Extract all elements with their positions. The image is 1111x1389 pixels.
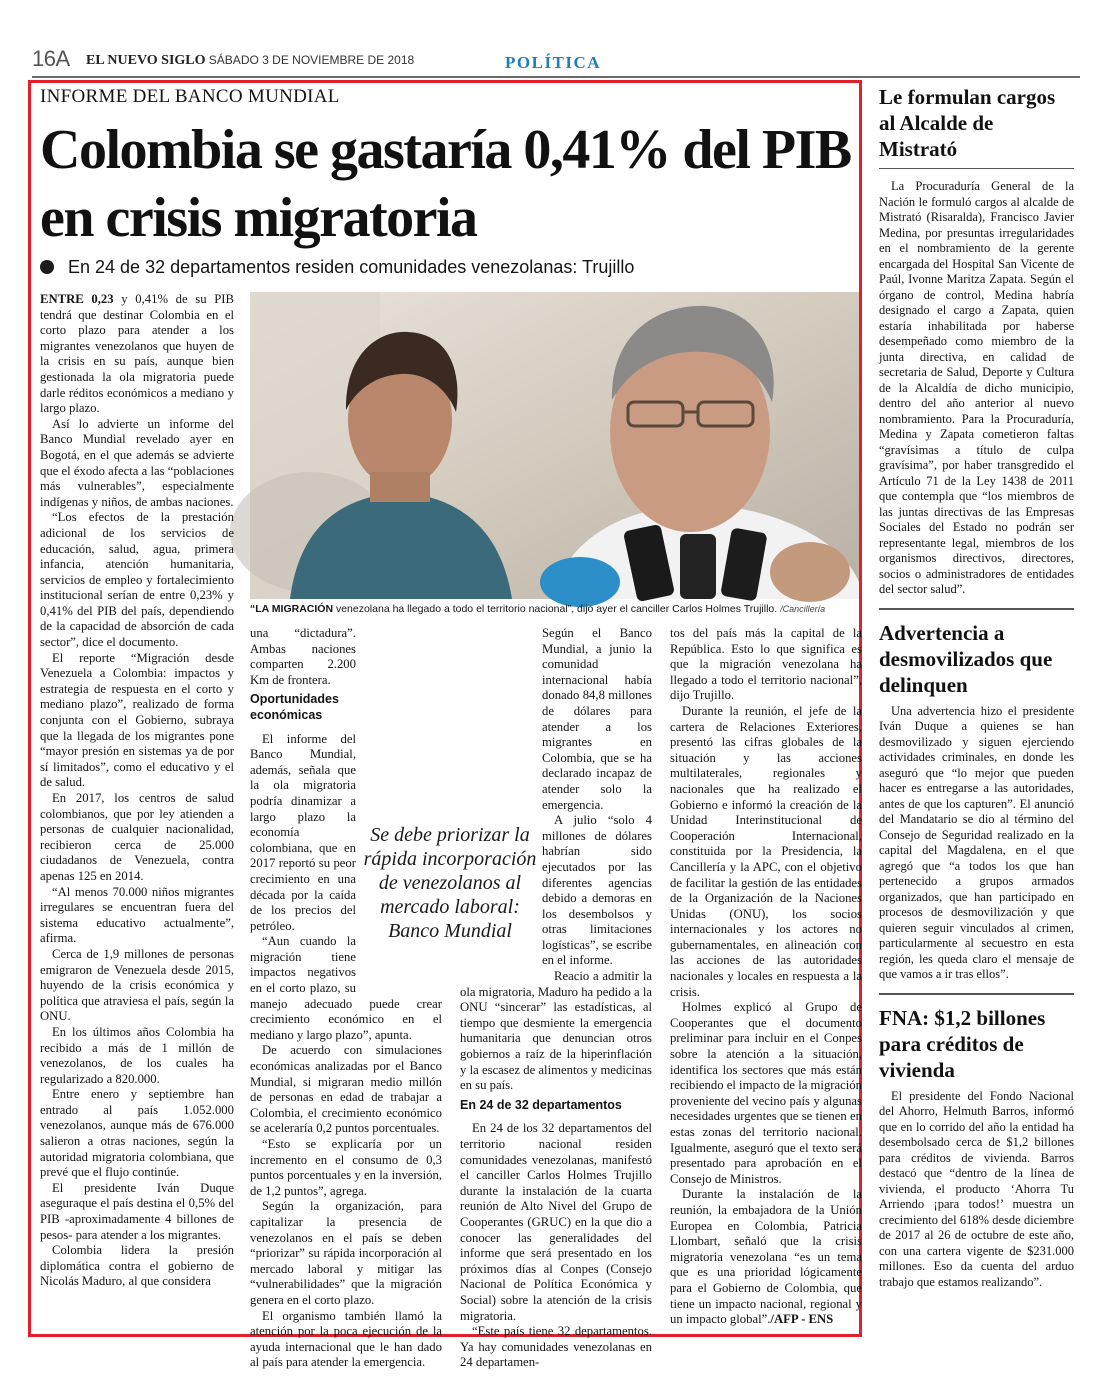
- brief-body: La Procuraduría General de la Nación le formuló cargos al alcalde de Mistrató (Risaralda), Francisco Javier Medina, por presuntas irregularidades en el nombramiento de la gerente encargada del Hospital San Vicente de Paúl, Ivonne Maritza Zapata. Según el órgano de control, Medina habría designado el cargo a Zapata, quien estaría inhabilitada por haberse desempeñado como miembro de la junta directiva, en calidad de secretaria de Salud, Deporte y Cultura de la Alcaldía de dicho municipio, dentro del año anterior al nuevo nombramiento. Para la Procuraduría, Medina y Zapata cometieron faltas “gravísimas a título de culpa gravísima”, por haber transgredido el Artículo 71 de la Ley 1438 de 2011 que contempla que “los miembros de las juntas directivas de las Empresas Sociales del Estado no podrán ser representante legal, miembros de los organismos directivos, directores, socios o administradores de entidades del sector salud”.: [879, 179, 1074, 596]
- pull-quote: Se debe priorizar la rápida incorporación de venezolanos al mercado laboral: Banco Mundial: [362, 823, 538, 971]
- paragraph: “Aun cuando la migración tiene impactos negativos en el corto plazo, su manejo adecuado puede crear crecimiento económico en el mediano y largo plazo”, apunta.: [250, 934, 442, 1042]
- issue-date: SÁBADO 3 DE NOVIEMBRE DE 2018: [208, 53, 415, 67]
- lead-in: ENTRE 0,23: [40, 292, 114, 306]
- paragraph: Según el Banco Mundial, a junio la comunidad internacional había donado 84,8 millones de dólares para atender a los migrantes en Colombia, que se ha declarado incapaz de atender solo la emergencia.: [542, 626, 652, 812]
- caption-lead: “LA MIGRACIÓN: [250, 603, 334, 615]
- paragraph: El informe del Banco Mundial, además, señala que la ola migratoria podría dinamizar a largo plazo la economía colombiana, que en 2017 reportó su peor crecimiento en una década por la caída de los precios del petróleo.: [250, 731, 356, 933]
- paragraph: una “dictadura”. Ambas naciones comparten 2.200 Km de frontera.: [250, 626, 356, 687]
- paragraph: “Al menos 70.000 niños migrantes irregulares se encuentran fuera del sistema educativo actualmente”, afirma.: [40, 884, 234, 946]
- paragraph: Reacio a admitir la ola migratoria, Maduro ha pedido a la ONU “sincerar” las estadísticas, al tiempo que desmiente la emergencia humanitaria que denuncian otros gobiernos a raíz de la hiperinflación y la escasez de alimentos y medicinas en su país.: [460, 969, 653, 1093]
- brief-item: [879, 84, 1074, 598]
- paragraph: En los últimos años Colombia ha recibido a más de 1 millón de venezolanos, de los cuales ha regularizado a 820.000.: [40, 1024, 234, 1086]
- bullet-icon: [40, 260, 54, 274]
- paragraph: Cerca de 1,9 millones de personas emigraron de Venezuela desde 2015, huyendo de la crisis económica y política que atraviesa el país, según la ONU.: [40, 946, 234, 1024]
- paragraph: A julio “solo 4 millones de dólares habrían sido ejecutados por las diferentes agencias debido a demoras en los desembolsos y otras limitaciones logísticas”, se escribe en el informe.: [542, 813, 652, 968]
- section-name: POLÍTICA: [505, 53, 602, 72]
- paragraph: Así lo advierte un informe del Banco Mundial revelado ayer en Bogotá, en el que además se advierte que el éxodo afecta a las “poblaciones más vulnerables”, especialmente indígenas y niños, de ambas naciones.: [40, 416, 234, 509]
- paragraph: El organismo también llamó la atención por la poca ejecución de la ayuda internacional que le han dado al país para atender la emergencia.: [250, 1308, 442, 1370]
- article-column-4: [670, 626, 862, 1332]
- paragraph: Entre enero y septiembre han entrado al país 1.052.000 venezolanos, aunque más de 676.000 salieron a otras naciones, según la autoridad migratoria colombiana, que prevé que el flujo continúe.: [40, 1087, 234, 1180]
- paragraph: De acuerdo con simulaciones económicas analizadas por el Banco Mundial, si migraran medio millón de personas en edad de trabajar a Colombia, el crecimiento económico se aceleraría 0,2 puntos porcentuales.: [250, 1043, 442, 1136]
- photo-caption: [250, 603, 862, 615]
- paragraph: Durante la reunión, el jefe de la cartera de Relaciones Exteriores, presentó las cifras globales de la situación y las acciones multilaterales, regionales y nacionales que ha realizado el Gobierno e informó la creación de la Unidad Interinstitucional de Cooperación Internacional, constituida por la Presidencia, la Cancillería y la APC, con el objetivo de facilitar la gestión de las entidades de la Organización de la Naciones Unidas (ONU), los socios internacionales y los actores no gubernamentales, en alineación con las acciones de las autoridades nacionales y locales en respuesta a la crisis.: [670, 703, 862, 999]
- story-headline: Colombia se gastaría 0,41% del PIB en crisis migratoria: [40, 119, 851, 249]
- story-photo: [250, 292, 859, 599]
- brief-title: FNA: $1,2 billones para créditos de vivienda: [879, 1005, 1046, 1082]
- paragraph: “Este país tiene 32 departamentos. Ya hay comunidades venezolanas en 24 departamen-: [460, 1324, 652, 1370]
- article-column-3: [460, 626, 653, 1370]
- caption-text: venezolana ha llegado a todo el territorio nacional”, dijo ayer el canciller Carlos Holmes Trujillo.: [333, 603, 778, 615]
- signoff: /AFP - ENS: [770, 1312, 834, 1327]
- brief-title: Advertencia a desmovilizados que delinquen: [879, 620, 1053, 697]
- article-column-2: [250, 626, 442, 1370]
- brief-body: El presidente del Fondo Nacional del Ahorro, Helmuth Barros, informó que en lo corrido del año la entidad ha desembolsado cerca de $1,2 billones para créditos de vivienda. Barros destacó que “dentro de la línea de vivienda, el producto ‘Ahorra Tu Arriendo ¡para todos!’ muestra un crecimiento del 618% desde diciembre de 2017 al 26 de octubre de este año, con una cartera vigente de $231.000 millones. Eso da cuenta del arduo trabajo que estamos realizando”.: [879, 1088, 1074, 1289]
- divider: [879, 993, 1074, 995]
- paragraph: tos del país más la capital de la República. Esto lo que significa es que la migración venezolana ha llegado a todo el territorio nacional”, dijo Trujillo.: [670, 626, 862, 703]
- paragraph: “Los efectos de la prestación adicional de los servicios de educación, salud, agua, primera infancia, atención humanitaria, servicios de empleo y fortalecimiento institucional serían de entre 0,23% y 0,41% del PIB del país, dependiendo de la capacidad de absorción de cada sector”, dice el documento.: [40, 510, 234, 650]
- page-number: 16A: [32, 46, 70, 71]
- paragraph: ENTRE 0,23 y 0,41% de su PIB tendrá que destinar Colombia en el corto plazo para atender a los migrantes venezolanos que huyen de la crisis en su país, aunque bien gestionada la ola migratoria puede darle réditos económicos a mediano y largo plazo.: [40, 292, 234, 416]
- briefs-column: [879, 84, 1074, 1384]
- article-column-1: [40, 292, 234, 1332]
- brief-body: Una advertencia hizo el presidente Iván Duque a quienes se han desmovilizado y siguen ejerciendo actividades criminales, en donde les aseguró que “lo mejor que pueden hacer es entregarse a las autoridades, antes de que los capturen”. El anunció del Mandatario se dio al término del Consejo de Seguridad realizado en la capital del Magdalena, en el que agregó que “a todos los que han pertenecido a grupos armados organizados, que han participado en procesos de desmovilización y que quieren seguir vinculados al crimen, particularmente al secuestro en esta región, les queda claro el mensaje de que vamos a ir tras ellos”.: [879, 703, 1074, 981]
- subhead-text: En 24 de 32 departamentos residen comunidades venezolanas: Trujillo: [68, 257, 635, 277]
- brief-title: Le formulan cargos al Alcalde de Mistrató: [879, 85, 1056, 161]
- divider: [879, 608, 1074, 610]
- header-divider: [32, 76, 1080, 78]
- paragraph: En 2017, los centros de salud colombianos, que por ley atienden a personas de cualquier nacionalidad, recibieron cerca de 25.000 ciudadanos de Venezuela, contra apenas 125 en 2014.: [40, 791, 234, 883]
- brief-item: [879, 1005, 1074, 1291]
- paragraph: Según la organización, para capitalizar la presencia de venezolanos en el país se deben “priorizar” su rápida incorporación al mercado laboral y mitigar las “vulnerabilidades” que la migración genera en el corto plazo.: [250, 1199, 442, 1307]
- paragraph: Colombia lidera la presión diplomática contra el gobierno de Nicolás Maduro, al que considera: [40, 1243, 234, 1289]
- paragraph: Durante la instalación de la reunión, la embajadora de la Unión Europea en Colombia, Patricia Llombart, señaló que la crisis migratoria venezolana “es un tema que es una prioridad lógicamente para el Gobierno de Colombia, que tiene un impacto nacional, regional y un impacto global”./AFP - ENS: [670, 1187, 862, 1327]
- paragraph: El reporte “Migración desde Venezuela a Colombia: impactos y estrategia de respuesta en el corto y mediano plazo”, realizado de forma conjunta con el Gobierno, subraya que la llegada de los migrantes pone “mayor presión en sistemas ya de por sí limitados”, como el educativo y el de salud.: [40, 650, 234, 790]
- photo-illustration: [250, 292, 859, 599]
- story-kicker: INFORME DEL BANCO MUNDIAL: [40, 86, 340, 107]
- story-subhead: [40, 257, 634, 278]
- paragraph: “Esto se explicaría por un incremento en el consumo de 0,3 puntos porcentuales y en la inversión, de 1,2 puntos”, agrega.: [250, 1137, 442, 1198]
- divider: [879, 168, 1074, 169]
- column-subhead: Oportunidades económicas: [250, 692, 339, 722]
- paragraph: Holmes explicó al Grupo de Cooperantes que el documento preliminar para incluir en el Conpes sobre la atención a la situación, identifica los sectores que más están recibiendo el impacto de la migración proveniente del vecino país y algunas necesidades urgentes que se tienen en estas zonas del territorio nacional. Igualmente, aseguró que el texto será presentado para aprobación en el Consejo de Ministros.: [670, 1000, 862, 1186]
- masthead: [86, 52, 414, 69]
- paragraph: El presidente Iván Duque aseguraque el país destina el 0,5% del PIB -aproximadamente 4 billones de pesos- para atender a los migrantes.: [40, 1180, 234, 1242]
- photo-credit: /Cancillería: [780, 604, 826, 614]
- newspaper-name: EL NUEVO SIGLO: [86, 53, 206, 68]
- paragraph: En 24 de los 32 departamentos del territorio nacional residen comunidades venezolanas, manifestó el canciller Carlos Holmes Trujillo durante la instalación de la cuarta reunión de Alto Nivel del Grupo de Cooperantes (GRUC) en la que dio a conocer las generalidades del informe que será presentado en los próximos días al Conpes (Consejo Nacional de Política Económica y Social) sobre la atención de la crisis migratoria.: [460, 1121, 652, 1323]
- brief-item: [879, 620, 1074, 983]
- column-subhead: En 24 de 32 departamentos: [460, 1097, 622, 1112]
